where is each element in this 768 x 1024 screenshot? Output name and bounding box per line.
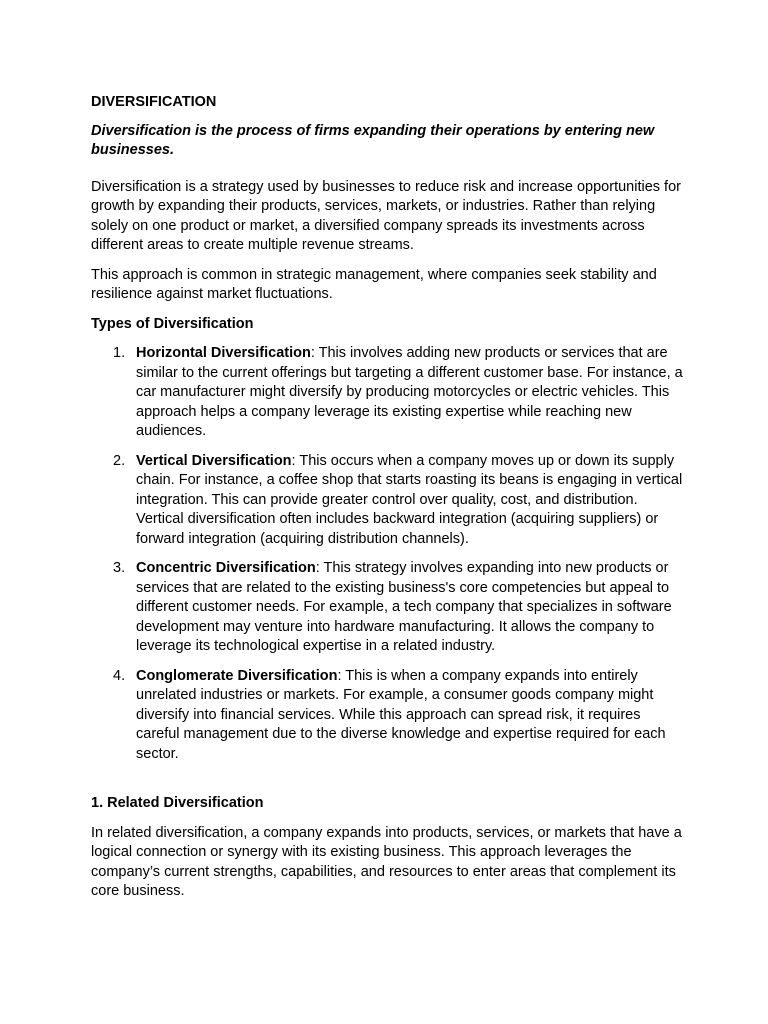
list-item xyxy=(91,667,688,765)
list-item xyxy=(91,559,688,657)
list-item-term: Conglomerate Diversification xyxy=(136,667,338,684)
list-item-term: Concentric Diversification xyxy=(136,560,316,576)
list-item-number: 4. xyxy=(113,667,126,684)
related-diversification-heading: 1. Related Diversification xyxy=(91,795,264,811)
intro-paragraph: Diversification is a strategy used by businesses to reduce risk and increase opportunities for growth by expanding their products, services, markets, or industries. Rather than relying solely on one product or market, a diversified company spreads its investments across different areas to create multiple revenue streams. xyxy=(91,178,681,253)
types-heading: Types of Diversification xyxy=(91,315,254,332)
list-item xyxy=(91,452,688,550)
list-item-number: 1. xyxy=(113,345,126,361)
list-item-number: 2. xyxy=(113,452,126,469)
list-item-text: : This is when a company expands into entirely unrelated industries or markets. For example, a consumer goods company might diversify into financial services. While this approach can spread risk, it requires careful management due to the diverse knowledge and expertise required for each sector. xyxy=(136,667,666,762)
document-title: DIVERSIFICATION xyxy=(91,94,217,110)
related-diversification-paragraph: In related diversification, a company expands into products, services, or markets that have a logical connection or synergy with its existing business. This approach leverages the company’s current strengths, capabilities, and resources to enter areas that complement its core business. xyxy=(91,824,682,899)
document-subtitle: Diversification is the process of firms expanding their operations by entering new businesses. xyxy=(91,122,655,158)
list-item-term: Vertical Diversification xyxy=(136,452,292,469)
list-item xyxy=(91,344,688,442)
list-item-text: : This occurs when a company moves up or down its supply chain. For instance, a coffee shop that starts roasting its beans is engaging in vertical integration. This can provide greater control over quality, cost, and distribution. Vertical diversification often includes backward integration (acquiring suppliers) or forward integration (acquiring distribution channels). xyxy=(136,452,683,547)
list-item-text: : This involves adding new products or services that are similar to the current offerings but targeting a different customer base. For instance, a car manufacturer might diversify by producing motorcycles or electric vehicles. This approach helps a company leverage its existing expertise while reaching new audiences. xyxy=(136,345,683,439)
list-item-term: Horizontal Diversification xyxy=(136,345,311,361)
approach-paragraph: This approach is common in strategic management, where companies seek stability and resilience against market fluctuations. xyxy=(91,266,657,302)
types-list xyxy=(91,344,688,764)
list-item-number: 3. xyxy=(113,560,126,576)
list-item-text: : This strategy involves expanding into new products or services that are related to the existing business's core competencies but appeal to different customer needs. For example, a tech company that specializes in software development may venture into hardware manufacturing. It allows the company to leverage its technological expertise in a related industry. xyxy=(136,560,672,654)
